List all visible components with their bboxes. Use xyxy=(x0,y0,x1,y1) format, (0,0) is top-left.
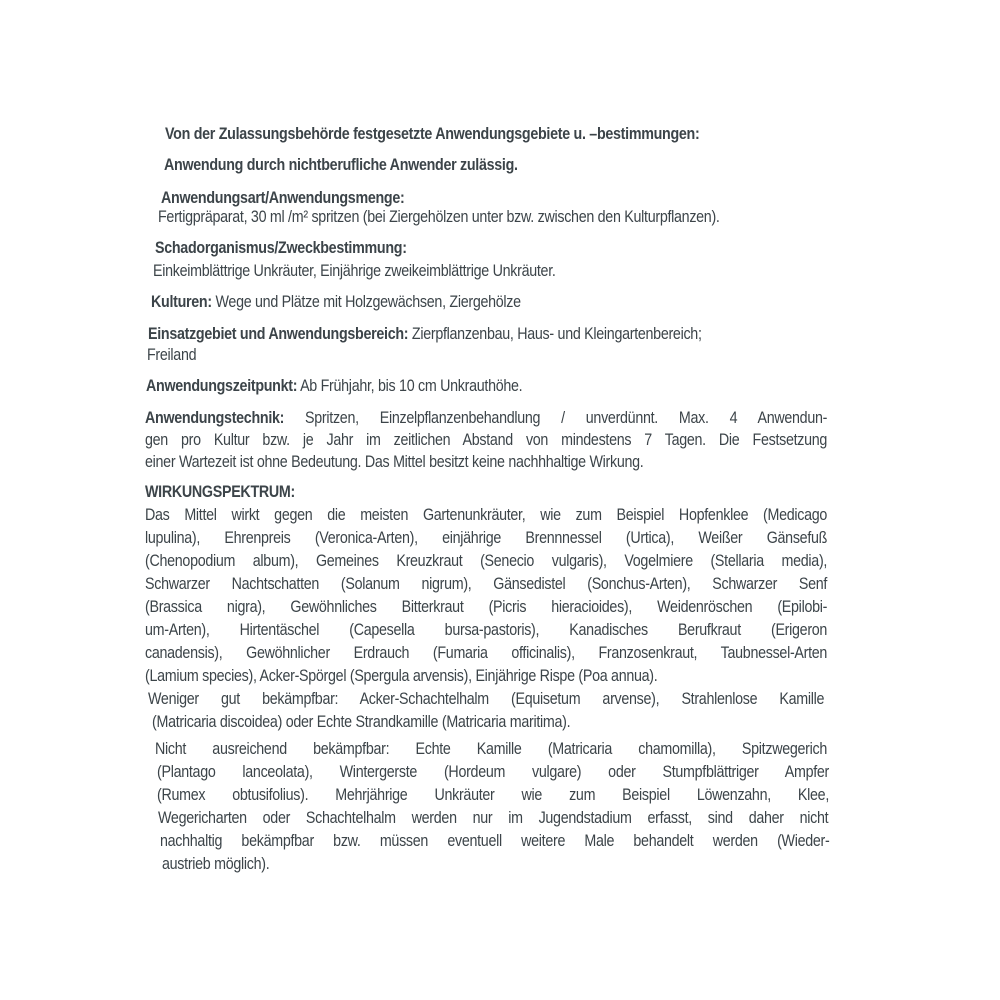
nicht-line: Nicht ausreichend bekämpfbar: Echte Kamille (Matricaria chamomilla), Spitzwegerich xyxy=(155,739,827,758)
spektrum-line: (Chenopodium album), Gemeines Kreuzkraut (Senecio vulgaris), Vogelmiere (Stellaria media), xyxy=(145,551,828,570)
technik-line-3: einer Wartezeit ist ohne Bedeutung. Das Mittel besitzt keine nachhhaltige Wirkung. xyxy=(145,452,644,471)
document-subtitle: Anwendung durch nichtberufliche Anwender zulässig. xyxy=(164,155,518,174)
technik-label: Anwendungstechnik: xyxy=(145,408,285,427)
spektrum-line: canadensis), Gewöhnlicher Erdrauch (Fumaria officinalis), Franzosenkraut, Taubnessel-Arten xyxy=(145,643,828,662)
weniger-line: Weniger gut bekämpfbar: Acker-Schachtelhalm (Equisetum arvense), Strahlenlose Kamille xyxy=(148,689,825,708)
nicht-line: (Plantago lanceolata), Wintergerste (Hordeum vulgare) oder Stumpfblättriger Ampfer xyxy=(157,762,829,781)
einsatzgebiet-label: Einsatzgebiet und Anwendungsbereich: xyxy=(148,324,409,343)
schadorganismus-text: Einkeimblättrige Unkräuter, Einjährige zweikeimblättrige Unkräuter. xyxy=(153,261,556,280)
anwendungsart-label: Anwendungsart/Anwendungsmenge: xyxy=(161,188,405,207)
zeitpunkt-text: Ab Frühjahr, bis 10 cm Unkrauthöhe. xyxy=(297,376,523,395)
einsatzgebiet-text: Zierpflanzenbau, Haus- und Kleingartenbereich; xyxy=(408,324,702,343)
spektrum-line: Das Mittel wirkt gegen die meisten Gartenunkräuter, wie zum Beispiel Hopfenklee (Medicago xyxy=(145,505,828,524)
document-title: Von der Zulassungsbehörde festgesetzte Anwendungsgebiete u. –bestimmungen: xyxy=(165,124,700,143)
einsatzgebiet-line xyxy=(148,323,702,345)
anwendungsart-text: Fertigpräparat, 30 ml /m² spritzen (bei Ziergehölzen unter bzw. zwischen den Kulturpflanzen). xyxy=(158,207,720,226)
einsatzgebiet-text-2: Freiland xyxy=(147,345,197,364)
nicht-line: nachhaltig bekämpfbar bzw. müssen eventuell weitere Male behandelt werden (Wieder- xyxy=(160,831,830,850)
technik-line-1 xyxy=(145,407,827,429)
kulturen-line xyxy=(151,291,521,313)
spektrum-line: Schwarzer Nachtschatten (Solanum nigrum), Gänsedistel (Sonchus-Arten), Schwarzer Senf xyxy=(145,574,828,593)
schadorganismus-label: Schadorganismus/Zweckbestimmung: xyxy=(155,238,407,257)
technik-line-2: gen pro Kultur bzw. je Jahr im zeitlichen Abstand von mindestens 7 Tagen. Die Festsetzung xyxy=(145,430,828,449)
spektrum-line: (Lamium species), Acker-Spörgel (Spergula arvensis), Einjährige Rispe (Poa annua). xyxy=(145,666,658,685)
kulturen-label: Kulturen: xyxy=(151,292,212,311)
nicht-line: austrieb möglich). xyxy=(162,854,270,873)
weniger-line: (Matricaria discoidea) oder Echte Strandkamille (Matricaria maritima). xyxy=(152,712,571,731)
spektrum-line: (Brassica nigra), Gewöhnliches Bitterkraut (Picris hieracioides), Weidenröschen (Epilobi- xyxy=(145,597,828,616)
nicht-line: (Rumex obtusifolius). Mehrjährige Unkräuter wie zum Beispiel Löwenzahn, Klee, xyxy=(157,785,829,804)
kulturen-text: Wege und Plätze mit Holzgewächsen, Ziergehölze xyxy=(211,292,521,311)
spektrum-line: lupulina), Ehrenpreis (Veronica-Arten), einjährige Brennnessel (Urtica), Weißer Gänsefuß xyxy=(145,528,828,547)
zeitpunkt-label: Anwendungszeitpunkt: xyxy=(146,376,298,395)
wirkungsspektrum-heading: WIRKUNGSPEKTRUM: xyxy=(145,482,295,501)
nicht-line: Wegericharten oder Schachtelhalm werden nur im Jugendstadium erfasst, sind daher nicht xyxy=(158,808,829,827)
zeitpunkt-line xyxy=(146,375,522,397)
technik-text-1: Spritzen, Einzelpflanzenbehandlung / unverdünnt. Max. 4 Anwendun- xyxy=(284,408,828,427)
spektrum-line: um-Arten), Hirtentäschel (Capesella bursa-pastoris), Kanadisches Berufkraut (Erigeron xyxy=(145,620,828,639)
